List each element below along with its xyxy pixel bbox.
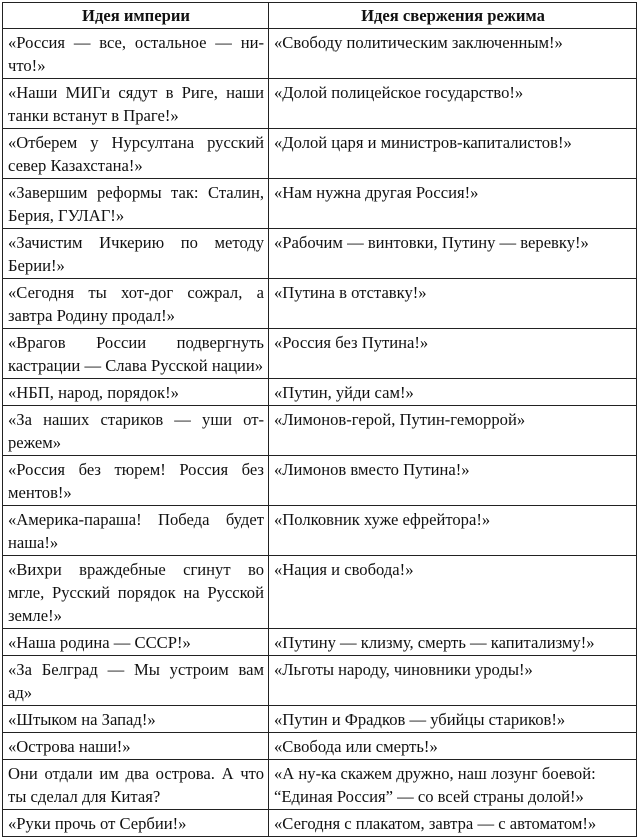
header-empire-idea: Идея империи <box>3 3 269 29</box>
empire-slogan-cell: «Зачистим Ичкерию по методу Берии!» <box>3 229 269 279</box>
empire-slogan-cell: «Штыком на Запад!» <box>3 706 269 733</box>
table-row <box>3 456 637 506</box>
empire-slogan-cell: «НБП, народ, порядок!» <box>3 379 269 406</box>
overthrow-slogan-cell: «Путина в отставку!» <box>269 279 637 329</box>
overthrow-slogan-cell: «Путину — клизму, смерть — капитализму!» <box>269 629 637 656</box>
empire-slogan-cell: «Острова наши!» <box>3 733 269 760</box>
empire-slogan-cell: «Отберем у Нурсултана русский север Казахстана!» <box>3 129 269 179</box>
table-row <box>3 406 637 456</box>
empire-slogan-cell: «За Белград — Мы устроим вам ад» <box>3 656 269 706</box>
header-row <box>3 3 637 29</box>
empire-slogan-cell: «Руки прочь от Сербии!» <box>3 810 269 837</box>
table-row <box>3 506 637 556</box>
empire-slogan-cell: «Завершим реформы так: Сталин, Берия, ГУЛАГ!» <box>3 179 269 229</box>
table-row <box>3 329 637 379</box>
table-row <box>3 706 637 733</box>
overthrow-slogan-cell: «Путин, уйди сам!» <box>269 379 637 406</box>
table-row <box>3 179 637 229</box>
table-row <box>3 733 637 760</box>
slogans-table <box>2 2 637 837</box>
overthrow-slogan-cell: «Свободу политическим заключенным!» <box>269 29 637 79</box>
empire-slogan-cell: «Россия — все, остальное — ничто!» <box>3 29 269 79</box>
empire-slogan-cell: «За наших стариков — уши отрежем» <box>3 406 269 456</box>
table-row <box>3 760 637 810</box>
table-row <box>3 810 637 837</box>
table-row <box>3 556 637 629</box>
overthrow-slogan-cell: «А ну-ка скажем дружно, наш лозунг боевой: “Единая Россия” — со всей страны долой!» <box>269 760 637 810</box>
table-row <box>3 379 637 406</box>
empire-slogan-cell: «Россия без тюрем! Россия без ментов!» <box>3 456 269 506</box>
table-row <box>3 29 637 79</box>
overthrow-slogan-cell: «Лимонов вместо Путина!» <box>269 456 637 506</box>
overthrow-slogan-cell: «Нам нужна другая Россия!» <box>269 179 637 229</box>
empire-slogan-cell: Они отдали им два острова. А что ты сделал для Китая? <box>3 760 269 810</box>
table-row <box>3 129 637 179</box>
overthrow-slogan-cell: «Долой полицейское государство!» <box>269 79 637 129</box>
overthrow-slogan-cell: «Нация и свобода!» <box>269 556 637 629</box>
empire-slogan-cell: «Наши МИГи сядут в Риге, наши танки встанут в Праге!» <box>3 79 269 129</box>
overthrow-slogan-cell: «Льготы народу, чиновники уроды!» <box>269 656 637 706</box>
empire-slogan-cell: «Сегодня ты хот-дог сожрал, а завтра Родину продал!» <box>3 279 269 329</box>
overthrow-slogan-cell: «Сегодня с плакатом, завтра — с автоматом!» <box>269 810 637 837</box>
table-row <box>3 229 637 279</box>
overthrow-slogan-cell: «Россия без Путина!» <box>269 329 637 379</box>
overthrow-slogan-cell: «Свобода или смерть!» <box>269 733 637 760</box>
header-regime-overthrow-idea: Идея свержения режима <box>269 3 637 29</box>
overthrow-slogan-cell: «Долой царя и министров-капиталистов!» <box>269 129 637 179</box>
overthrow-slogan-cell: «Рабочим — винтовки, Путину — веревку!» <box>269 229 637 279</box>
empire-slogan-cell: «Вихри враждебные сгинут во мгле, Русский порядок на Русской земле!» <box>3 556 269 629</box>
overthrow-slogan-cell: «Путин и Фрадков — убийцы стариков!» <box>269 706 637 733</box>
overthrow-slogan-cell: «Лимонов-герой, Путин-геморрой» <box>269 406 637 456</box>
empire-slogan-cell: «Америка-параша! Победа будет наша!» <box>3 506 269 556</box>
empire-slogan-cell: «Наша родина — СССР!» <box>3 629 269 656</box>
overthrow-slogan-cell: «Полковник хуже ефрейтора!» <box>269 506 637 556</box>
table-row <box>3 656 637 706</box>
table-row <box>3 629 637 656</box>
table-row <box>3 79 637 129</box>
table-row <box>3 279 637 329</box>
empire-slogan-cell: «Врагов России подвергнуть кастрации — Слава Русской нации» <box>3 329 269 379</box>
